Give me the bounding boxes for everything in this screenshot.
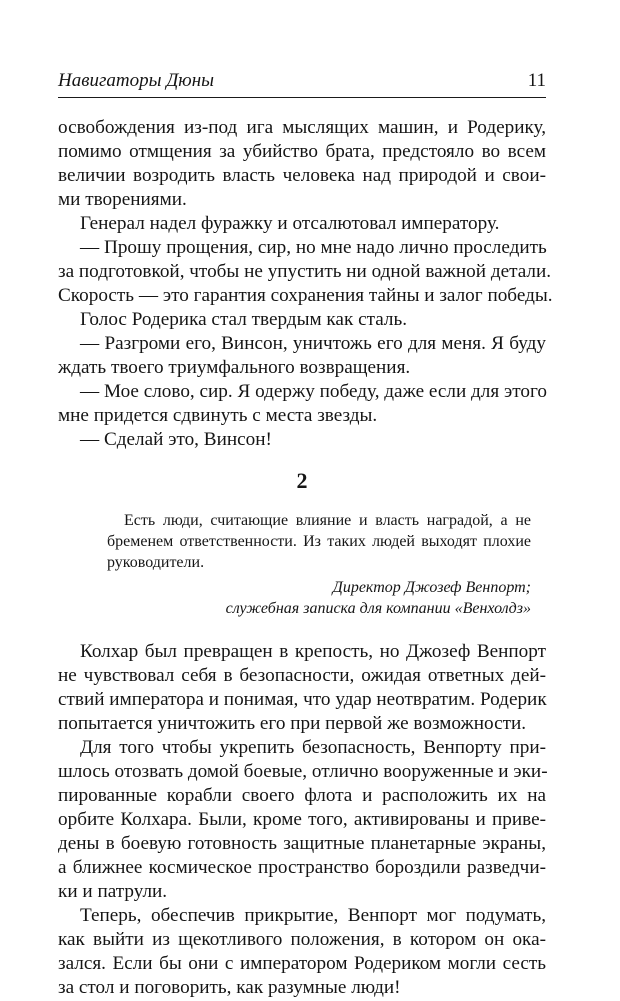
text-line: ми творениями. <box>58 189 187 210</box>
text-line: Теперь, обеспечив прикрытие, Венпорт мог подумать, <box>80 905 546 926</box>
text-line: Генерал надел фуражку и отсалютовал императору. <box>80 213 500 234</box>
text-line: — Сделай это, Винсон! <box>80 429 272 450</box>
page-number: 11 <box>527 70 546 91</box>
text-line: Скорость — это гарантия сохранения тайны и залог победы. <box>58 285 553 306</box>
text-line: — Прошу прощения, сир, но мне надо лично проследить <box>80 237 547 258</box>
text-line: ки и патрули. <box>58 881 168 902</box>
text-line: а ближнее космическое пространство бороздили разведчи- <box>58 857 546 878</box>
text-line: — Разгроми его, Винсон, уничтожь его для меня. Я буду <box>80 333 546 354</box>
text-line: помимо отмщения за убийство брата, предстояло во всем <box>58 141 546 162</box>
text-line: шлось отозвать домой боевые, отлично вооруженные и эки- <box>58 761 548 782</box>
running-header <box>58 70 546 96</box>
text-line: пированные корабли своего флота и расположить их на <box>58 785 546 806</box>
text-line: Для того чтобы укрепить безопасность, Венпорту при- <box>80 737 546 758</box>
text-line: Колхар был превращен в крепость, но Джозеф Венпорт <box>80 641 546 662</box>
text-line: Голос Родерика стал твердым как сталь. <box>80 309 408 330</box>
epigraph-line: бременем ответственности. Из таких людей выходят плохие <box>107 533 531 550</box>
header-rule <box>58 97 546 98</box>
text-line: величии возродить власть человека над природой и свои- <box>58 165 546 186</box>
epigraph-line: руководители. <box>107 554 205 571</box>
epigraph-line: Есть люди, считающие влияние и власть наградой, а не <box>124 512 531 529</box>
text-line: за подготовкой, чтобы не упустить ни одной важной детали. <box>58 261 552 282</box>
text-line: не чувствовал себя в безопасности, ожидая ответных дей- <box>58 665 546 686</box>
text-line: как выйти из щекотливого положения, в котором он ока- <box>58 929 546 950</box>
text-line: — Мое слово, сир. Я одержу победу, даже если для этого <box>80 381 547 402</box>
epigraph-author: Директор Джозеф Венпорт; <box>332 579 531 596</box>
text-line: ствий императора и понимая, что удар неотвратим. Родерик <box>58 689 547 710</box>
epigraph-source: служебная записка для компании «Венхолдз» <box>225 600 531 617</box>
text-line: орбите Колхара. Были, кроме того, активированы и приве- <box>58 809 546 830</box>
text-line: за стол и поговорить, как разумные люди! <box>58 977 401 998</box>
running-title: Навигаторы Дюны <box>58 70 214 91</box>
text-line: попытается уничтожить его при первой же возможности. <box>58 713 527 734</box>
text-line: дены в боевую готовность защитные планетарные экраны, <box>58 833 546 854</box>
chapter-number: 2 <box>296 468 308 493</box>
text-line: зался. Если бы они с императором Родериком могли сесть <box>58 953 546 974</box>
text-line: освобождения из-под ига мыслящих машин, и Родерику, <box>58 117 546 138</box>
text-line: ждать твоего триумфального возвращения. <box>58 357 411 378</box>
text-line: мне придется сдвинуть с места звезды. <box>58 405 378 426</box>
